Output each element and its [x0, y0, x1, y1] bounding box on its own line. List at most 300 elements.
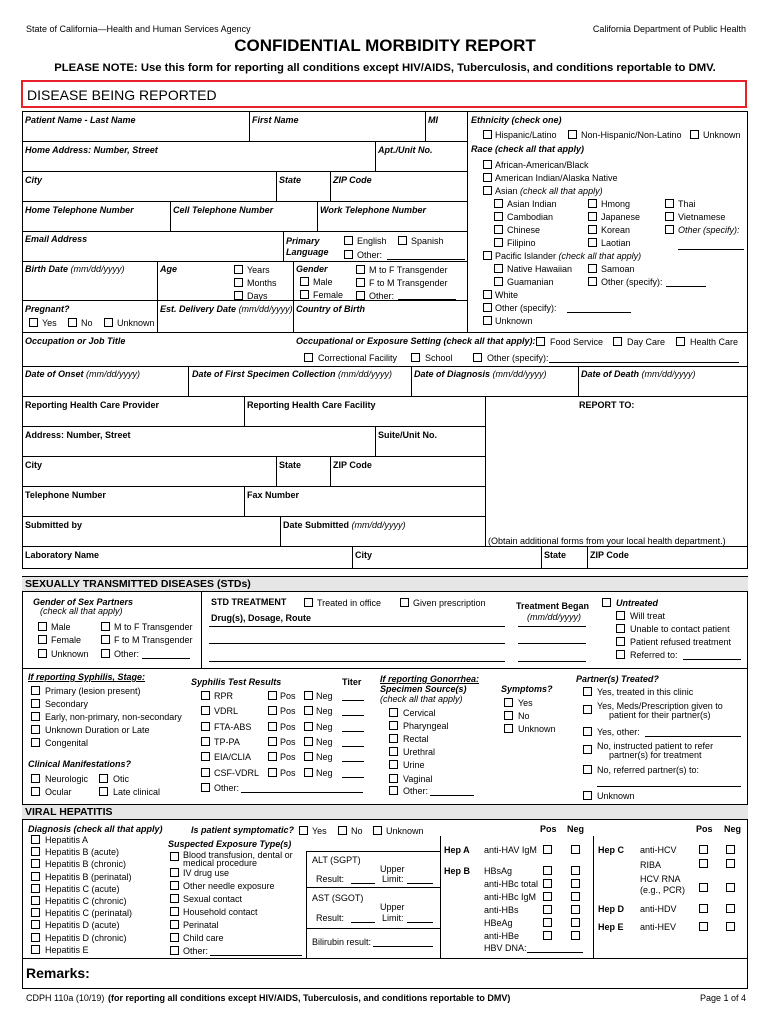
csf-vdrl-pos-checkbox[interactable]: [268, 768, 277, 777]
hep-symptomatic-no-label: No: [351, 826, 363, 836]
treatment-began-label: Treatment Began: [516, 601, 590, 611]
language-label: Language: [286, 247, 329, 257]
home-phone-field[interactable]: Home Telephone Number: [25, 205, 134, 215]
japanese-label: Japanese: [601, 212, 641, 222]
country-birth-field[interactable]: Country of Birth: [296, 304, 365, 314]
partner-meds-label-2: patient for their partner(s): [609, 710, 711, 720]
submitted-by-field[interactable]: Submitted by: [25, 520, 83, 530]
gender-mtf-checkbox[interactable]: [356, 265, 365, 274]
exp-needle-checkbox[interactable]: [170, 881, 179, 890]
source-cervical-label: Cervical: [403, 708, 436, 718]
chinese-checkbox[interactable]: [494, 225, 503, 234]
birth-date-field[interactable]: Birth Date (mm/dd/yyyy): [25, 264, 125, 274]
partner-unknown-label: Unknown: [597, 791, 635, 801]
fta-abs-titer-line[interactable]: [342, 731, 364, 732]
occupation-field[interactable]: Occupation or Job Title: [25, 336, 126, 346]
partner-treated-clinic-label: Yes, treated in this clinic: [597, 687, 694, 697]
setting-other-checkbox[interactable]: [473, 353, 482, 362]
syph-secondary-checkbox[interactable]: [31, 699, 40, 708]
partner-ftm-checkbox[interactable]: [101, 635, 110, 644]
delivery-date-field[interactable]: Est. Delivery Date (mm/dd/yyyy): [160, 304, 293, 314]
exp-sexual-checkbox[interactable]: [170, 894, 179, 903]
hmong-checkbox[interactable]: [588, 199, 597, 208]
partner-instructed-label: No, instructed patient to refer: [597, 741, 714, 751]
csf-vdrl-neg-checkbox[interactable]: [304, 768, 313, 777]
symptoms-yes-checkbox[interactable]: [504, 698, 513, 707]
riba-pos-checkbox[interactable]: [699, 859, 708, 868]
laotian-checkbox[interactable]: [588, 238, 597, 247]
hep-e-label: Hep E: [598, 922, 624, 932]
vietnamese-checkbox[interactable]: [665, 212, 674, 221]
late-clinical-checkbox[interactable]: [99, 787, 108, 796]
given-rx-checkbox[interactable]: [400, 598, 409, 607]
eia-clia-pos-checkbox[interactable]: [268, 752, 277, 761]
tp-pa-titer-line[interactable]: [342, 746, 364, 747]
will-treat-label: Will treat: [630, 611, 666, 621]
african-checkbox[interactable]: [483, 160, 492, 169]
partner-unknown-label: Unknown: [51, 649, 89, 659]
anti-hev-pos-checkbox[interactable]: [699, 922, 708, 931]
guamanian-label: Guamanian: [507, 277, 554, 287]
race-other-checkbox[interactable]: [483, 303, 492, 312]
partner-referred-label: No, referred partner(s) to:: [597, 765, 700, 775]
untreated-checkbox[interactable]: [602, 598, 611, 607]
gender-ftm-label: F to M Transgender: [369, 278, 448, 288]
lab-name-field[interactable]: Laboratory Name: [25, 550, 100, 560]
lab-state-field[interactable]: State: [544, 550, 567, 560]
hcv-rna-label: HCV RNA: [640, 874, 681, 884]
gender-female-checkbox[interactable]: [300, 290, 309, 299]
partner-yes-other-checkbox[interactable]: [583, 727, 592, 736]
rpr-neg-checkbox[interactable]: [304, 691, 313, 700]
filipino-label: Filipino: [507, 238, 536, 248]
native-checkbox[interactable]: [483, 173, 492, 182]
facility-field[interactable]: Reporting Health Care Facility: [247, 400, 376, 410]
gender-other-checkbox[interactable]: [356, 291, 365, 300]
partner-unknown-checkbox[interactable]: [583, 791, 592, 800]
cambodian-label: Cambodian: [507, 212, 554, 222]
hepatitis-c-perinatal-checkbox[interactable]: [31, 908, 40, 917]
hepatitis-c-acute-label: Hepatitis C (acute): [45, 883, 120, 894]
fta-abs-checkbox[interactable]: [201, 722, 210, 731]
pregnant-yes-label: Yes: [42, 318, 57, 328]
asian-indian-checkbox[interactable]: [494, 199, 503, 208]
rpr-checkbox[interactable]: [201, 691, 210, 700]
gender-label: Gender: [296, 264, 328, 274]
white-label: White: [495, 290, 519, 300]
exp-blood-checkbox[interactable]: [170, 852, 179, 861]
obtain-forms-note: (Obtain additional forms from your local health department.): [488, 536, 726, 546]
exp-childcare-checkbox[interactable]: [170, 933, 179, 942]
onset-date-field[interactable]: Date of Onset (mm/dd/yyyy): [25, 369, 141, 379]
pi-other-checkbox[interactable]: [588, 277, 597, 286]
hepatitis-e-checkbox[interactable]: [31, 945, 40, 954]
asian-other-label: Other (specify):: [678, 225, 740, 235]
partners-treated-title: Partner(s) Treated?: [576, 674, 659, 684]
ocular-checkbox[interactable]: [31, 787, 40, 796]
syph-primary-checkbox[interactable]: [31, 686, 40, 695]
years-checkbox[interactable]: [234, 265, 243, 274]
english-label: English: [357, 236, 387, 246]
hbsag-label: HBsAg: [484, 866, 513, 876]
provider-field[interactable]: Reporting Health Care Provider: [25, 400, 160, 410]
day-care-checkbox[interactable]: [613, 337, 622, 346]
race-unknown-checkbox[interactable]: [483, 316, 492, 325]
anti-hbe-pos-checkbox[interactable]: [543, 931, 552, 940]
anti-hdv-pos-checkbox[interactable]: [699, 904, 708, 913]
setting-other-label: Other (specify):: [487, 353, 549, 363]
hep-symptomatic-label: Is patient symptomatic?: [191, 825, 295, 835]
tp-pa-neg-checkbox[interactable]: [304, 737, 313, 746]
hbeag-pos-checkbox[interactable]: [543, 918, 552, 927]
exposure-title: Suspected Exposure Type(s): [168, 839, 292, 849]
hbeag-neg-checkbox[interactable]: [571, 918, 580, 927]
tp-pa-pos-checkbox[interactable]: [268, 737, 277, 746]
disease-field[interactable]: [21, 80, 747, 108]
samoan-checkbox[interactable]: [588, 264, 597, 273]
hepatitis-a-checkbox[interactable]: [31, 835, 40, 844]
death-date-field[interactable]: Date of Death (mm/dd/yyyy): [581, 369, 696, 379]
vdrl-pos-checkbox[interactable]: [268, 706, 277, 715]
provider-fax-field[interactable]: Fax Number: [247, 490, 300, 500]
partner-unknown-checkbox[interactable]: [38, 649, 47, 658]
patient-first-name-field[interactable]: First Name: [252, 115, 299, 125]
form-note: PLEASE NOTE: Use this form for reporting all conditions except HIV/AIDS, Tuberculosis, and conditions reportable to DMV.: [54, 62, 716, 74]
pacific-checkbox[interactable]: [483, 251, 492, 260]
months-checkbox[interactable]: [234, 278, 243, 287]
pregnant-yes-checkbox[interactable]: [29, 318, 38, 327]
email-field[interactable]: Email Address: [25, 234, 88, 244]
alt-upper-label: Upper: [380, 864, 405, 874]
asian-checkbox[interactable]: [483, 186, 492, 195]
partner-other-checkbox[interactable]: [101, 649, 110, 658]
days-label: Days: [247, 291, 268, 301]
pregnant-unknown-checkbox[interactable]: [104, 318, 113, 327]
health-care-checkbox[interactable]: [676, 337, 685, 346]
native-hawaiian-label: Native Hawaiian: [507, 264, 573, 274]
ast-limit-label: Limit:: [382, 913, 404, 923]
exp-iv-checkbox[interactable]: [170, 868, 179, 877]
non-hispanic-checkbox[interactable]: [568, 130, 577, 139]
provider-phone-field[interactable]: Telephone Number: [25, 490, 106, 500]
anti-hav-pos-checkbox[interactable]: [543, 845, 552, 854]
asian-label: Asian: [495, 186, 518, 196]
gender-ftm-checkbox[interactable]: [356, 278, 365, 287]
hepatitis-d-chronic-checkbox[interactable]: [31, 933, 40, 942]
partner-instructed-checkbox[interactable]: [583, 745, 592, 754]
fta-abs-neg-checkbox[interactable]: [304, 722, 313, 731]
fta-abs-neg-label: Neg: [316, 721, 333, 732]
symptoms-yes-label: Yes: [518, 698, 533, 708]
hepatitis-b-chronic-label: Hepatitis B (chronic): [45, 859, 127, 870]
anti-hdv-neg-checkbox[interactable]: [726, 904, 735, 913]
korean-checkbox[interactable]: [588, 225, 597, 234]
exp-childcare-label: Child care: [183, 933, 224, 943]
source-pharyngeal-label: Pharyngeal: [403, 721, 449, 732]
exp-other-checkbox[interactable]: [170, 946, 179, 955]
referred-label: Referred to:: [630, 650, 678, 660]
pi-other-label: Other (specify):: [601, 277, 663, 287]
diagnosis-date-field[interactable]: Date of Diagnosis (mm/dd/yyyy): [414, 369, 547, 379]
anti-hev-neg-checkbox[interactable]: [726, 922, 735, 931]
hcv-rna-pos-checkbox[interactable]: [699, 883, 708, 892]
hbc-igm-pos-checkbox[interactable]: [543, 892, 552, 901]
patient-mi-field[interactable]: MI: [428, 115, 438, 125]
source-rectal-checkbox[interactable]: [389, 734, 398, 743]
hepatitis-d-acute-checkbox[interactable]: [31, 920, 40, 929]
ast-result-label: Result:: [316, 913, 345, 923]
hep-symptomatic-yes-label: Yes: [312, 826, 327, 836]
ethnicity-unknown-label: Unknown: [703, 130, 741, 140]
lab-zip-field[interactable]: ZIP Code: [590, 550, 629, 560]
date-submitted-field[interactable]: Date Submitted (mm/dd/yyyy): [283, 520, 406, 530]
hepatitis-c-acute-checkbox[interactable]: [31, 884, 40, 893]
csf-vdrl-neg-label: Neg: [316, 767, 333, 778]
vdrl-pos-label: Pos: [280, 706, 296, 717]
vdrl-checkbox[interactable]: [201, 706, 210, 715]
otic-label: Otic: [113, 774, 130, 784]
provider-city-field[interactable]: City: [25, 460, 43, 470]
riba-neg-checkbox[interactable]: [726, 859, 735, 868]
patient-last-name-field[interactable]: Patient Name - Last Name: [25, 115, 136, 125]
exp-household-label: Household contact: [183, 907, 258, 917]
partner-female-checkbox[interactable]: [38, 635, 47, 644]
alt-label: ALT (SGPT): [312, 855, 361, 865]
hispanic-checkbox[interactable]: [483, 130, 492, 139]
refused-checkbox[interactable]: [616, 637, 625, 646]
syph-congenital-checkbox[interactable]: [31, 738, 40, 747]
pregnant-no-checkbox[interactable]: [68, 318, 77, 327]
japanese-checkbox[interactable]: [588, 212, 597, 221]
unable-contact-checkbox[interactable]: [616, 624, 625, 633]
gender-male-checkbox[interactable]: [300, 277, 309, 286]
exp-perinatal-label: Perinatal: [183, 920, 219, 930]
syph-early-checkbox[interactable]: [31, 712, 40, 721]
age-field[interactable]: Age: [160, 264, 178, 274]
csf-vdrl-titer-line[interactable]: [342, 777, 364, 778]
partner-yes-other-label: Yes, other:: [597, 727, 640, 737]
sex-partners-title: Gender of Sex Partners: [33, 597, 134, 607]
source-urethral-checkbox[interactable]: [389, 747, 398, 756]
fta-abs-label: FTA-ABS: [214, 721, 252, 732]
korean-label: Korean: [601, 225, 631, 235]
hepatitis-b-acute-checkbox[interactable]: [31, 847, 40, 856]
spanish-checkbox[interactable]: [398, 236, 407, 245]
first-specimen-date-field[interactable]: Date of First Specimen Collection (mm/dd/yyyy): [192, 369, 393, 379]
hepatitis-section-header: VIRAL HEPATITIS: [22, 804, 748, 820]
gender-mtf-label: M to F Transgender: [369, 265, 448, 275]
native-label: American Indian/Alaska Native: [495, 173, 618, 183]
hbc-total-pos-checkbox[interactable]: [543, 879, 552, 888]
source-vaginal-checkbox[interactable]: [389, 774, 398, 783]
hep-symptomatic-yes-checkbox[interactable]: [299, 826, 308, 835]
department-name: California Department of Public Health: [592, 24, 746, 34]
partner-treated-clinic-checkbox[interactable]: [583, 687, 592, 696]
clinical-manifestations-title: Clinical Manifestations?: [28, 759, 132, 769]
given-rx-label: Given prescription: [413, 598, 486, 608]
anti-hcv-neg-checkbox[interactable]: [726, 845, 735, 854]
will-treat-checkbox[interactable]: [616, 611, 625, 620]
hepatitis-d-chronic-label: Hepatitis D (chronic): [45, 932, 127, 943]
syph-secondary-label: Secondary: [45, 699, 89, 709]
anti-hbe-neg-checkbox[interactable]: [571, 931, 580, 940]
csf-vdrl-checkbox[interactable]: [201, 768, 210, 777]
eia-clia-neg-checkbox[interactable]: [304, 752, 313, 761]
syph-unknown-checkbox[interactable]: [31, 725, 40, 734]
rpr-neg-label: Neg: [316, 691, 333, 701]
syph-early-label: Early, non-primary, non-secondary: [45, 712, 182, 722]
tp-pa-pos-label: Pos: [280, 736, 296, 747]
treated-office-checkbox[interactable]: [304, 598, 313, 607]
hcv-rna-neg-checkbox[interactable]: [726, 883, 735, 892]
pregnant-unknown-label: Unknown: [117, 318, 155, 328]
pregnant-label: Pregnant?: [25, 304, 70, 314]
days-checkbox[interactable]: [234, 291, 243, 300]
late-clinical-label: Late clinical: [113, 787, 161, 797]
source-other-checkbox[interactable]: [389, 786, 398, 795]
hepatitis-b-acute-label: Hepatitis B (acute): [45, 847, 120, 858]
hbc-total-neg-checkbox[interactable]: [571, 879, 580, 888]
exp-sexual-label: Sexual contact: [183, 894, 243, 904]
std-treatment-title: STD TREATMENT: [211, 597, 287, 607]
rpr-pos-label: Pos: [280, 691, 296, 701]
native-hawaiian-checkbox[interactable]: [494, 264, 503, 273]
neurologic-checkbox[interactable]: [31, 774, 40, 783]
hep-d-label: Hep D: [598, 904, 625, 914]
treated-office-label: Treated in office: [317, 598, 382, 608]
food-service-label: Food Service: [550, 337, 604, 347]
provider-address-field[interactable]: Address: Number, Street: [25, 430, 131, 440]
rpr-titer-line[interactable]: [342, 700, 364, 701]
test-other-label: Other:: [214, 783, 240, 793]
source-urine-checkbox[interactable]: [389, 760, 398, 769]
partner-mtf-checkbox[interactable]: [101, 622, 110, 631]
source-pharyngeal-checkbox[interactable]: [389, 721, 398, 730]
eia-clia-titer-line[interactable]: [342, 761, 364, 762]
vdrl-neg-checkbox[interactable]: [304, 706, 313, 715]
zip-field[interactable]: ZIP Code: [333, 175, 372, 185]
race-unknown-label: Unknown: [495, 316, 533, 326]
unable-contact-label: Unable to contact patient: [630, 624, 730, 634]
bilirubin-label: Bilirubin result:: [312, 937, 372, 947]
partner-referred-checkbox[interactable]: [583, 765, 592, 774]
other-language-checkbox[interactable]: [344, 250, 353, 259]
asian-other-checkbox[interactable]: [665, 225, 674, 234]
anti-hbs-neg-checkbox[interactable]: [571, 905, 580, 914]
hepatitis-b-perinatal-checkbox[interactable]: [31, 872, 40, 881]
refused-label: Patient refused treatment: [630, 637, 732, 647]
neg-header-1: Neg: [567, 824, 585, 834]
hbc-igm-neg-checkbox[interactable]: [571, 892, 580, 901]
apt-field[interactable]: Apt./Unit No.: [378, 145, 433, 155]
exp-perinatal-checkbox[interactable]: [170, 920, 179, 929]
months-label: Months: [247, 278, 277, 288]
remarks-field[interactable]: Remarks:: [26, 965, 90, 981]
state-field[interactable]: State: [279, 175, 302, 185]
exp-household-checkbox[interactable]: [170, 907, 179, 916]
otic-checkbox[interactable]: [99, 774, 108, 783]
referred-checkbox[interactable]: [616, 650, 625, 659]
exp-needle-label: Other needle exposure: [183, 881, 275, 891]
ast-label: AST (SGOT): [312, 893, 364, 903]
fta-abs-pos-checkbox[interactable]: [268, 722, 277, 731]
gender-female-label: Female: [313, 290, 344, 300]
hepatitis-b-chronic-checkbox[interactable]: [31, 859, 40, 868]
anti-hcv-pos-checkbox[interactable]: [699, 845, 708, 854]
source-cervical-checkbox[interactable]: [389, 708, 398, 717]
rpr-pos-checkbox[interactable]: [268, 691, 277, 700]
anti-hev-label: anti-HEV: [640, 922, 677, 932]
symptoms-no-checkbox[interactable]: [504, 711, 513, 720]
hbsag-pos-checkbox[interactable]: [543, 866, 552, 875]
csf-vdrl-label: CSF-VDRL: [214, 767, 260, 778]
food-service-checkbox[interactable]: [536, 337, 545, 346]
hepatitis-c-chronic-label: Hepatitis C (chronic): [45, 896, 127, 906]
hepatitis-d-acute-label: Hepatitis D (acute): [45, 920, 120, 931]
lab-city-field[interactable]: City: [355, 550, 373, 560]
home-address-field[interactable]: Home Address: Number, Street: [25, 145, 158, 155]
correctional-label: Correctional Facility: [318, 353, 398, 363]
thai-checkbox[interactable]: [665, 199, 674, 208]
exp-iv-label: IV drug use: [183, 868, 230, 878]
cell-phone-field[interactable]: Cell Telephone Number: [173, 205, 274, 215]
hmong-label: Hmong: [601, 199, 631, 209]
symptoms-unknown-checkbox[interactable]: [504, 724, 513, 733]
provider-state-field[interactable]: State: [279, 460, 302, 470]
guamanian-checkbox[interactable]: [494, 277, 503, 286]
untreated-label: Untreated: [616, 598, 659, 608]
gender-other-label: Other:: [369, 291, 395, 301]
correctional-checkbox[interactable]: [304, 353, 313, 362]
treatment-began-format: (mm/dd/yyyy): [527, 612, 581, 622]
anti-hav-neg-checkbox[interactable]: [571, 845, 580, 854]
eia-clia-checkbox[interactable]: [201, 752, 210, 761]
hep-symptomatic-no-checkbox[interactable]: [338, 826, 347, 835]
city-field[interactable]: City: [25, 175, 43, 185]
csf-vdrl-pos-label: Pos: [280, 767, 296, 778]
provider-suite-field[interactable]: Suite/Unit No.: [378, 430, 437, 440]
anti-hbs-pos-checkbox[interactable]: [543, 905, 552, 914]
work-phone-field[interactable]: Work Telephone Number: [320, 205, 427, 215]
english-checkbox[interactable]: [344, 236, 353, 245]
cambodian-checkbox[interactable]: [494, 212, 503, 221]
report-to-label: REPORT TO:: [579, 400, 635, 410]
hbsag-neg-checkbox[interactable]: [571, 866, 580, 875]
hepatitis-c-chronic-checkbox[interactable]: [31, 896, 40, 905]
partner-ftm-label: F to M Transgender: [114, 635, 193, 645]
partner-male-label: Male: [51, 622, 71, 632]
tp-pa-checkbox[interactable]: [201, 737, 210, 746]
eia-clia-pos-label: Pos: [280, 752, 296, 763]
hepatitis-a-label: Hepatitis A: [45, 835, 89, 845]
partner-meds-checkbox[interactable]: [583, 705, 592, 714]
ethnicity-unknown-checkbox[interactable]: [690, 130, 699, 139]
filipino-checkbox[interactable]: [494, 238, 503, 247]
primary-language-label: Primary: [286, 236, 320, 246]
hepatitis-c-perinatal-label: Hepatitis C (perinatal): [45, 908, 133, 919]
hep-symptomatic-unknown-checkbox[interactable]: [373, 826, 382, 835]
tp-pa-label: TP-PA: [214, 736, 240, 747]
provider-zip-field[interactable]: ZIP Code: [333, 460, 372, 470]
vdrl-titer-line[interactable]: [342, 715, 364, 716]
hep-symptomatic-unknown-label: Unknown: [386, 826, 424, 836]
white-checkbox[interactable]: [483, 290, 492, 299]
form-title: CONFIDENTIAL MORBIDITY REPORT: [234, 36, 536, 55]
partner-male-checkbox[interactable]: [38, 622, 47, 631]
hep-diagnosis-title: Diagnosis (check all that apply): [28, 824, 163, 834]
test-other-checkbox[interactable]: [201, 783, 210, 792]
school-checkbox[interactable]: [411, 353, 420, 362]
